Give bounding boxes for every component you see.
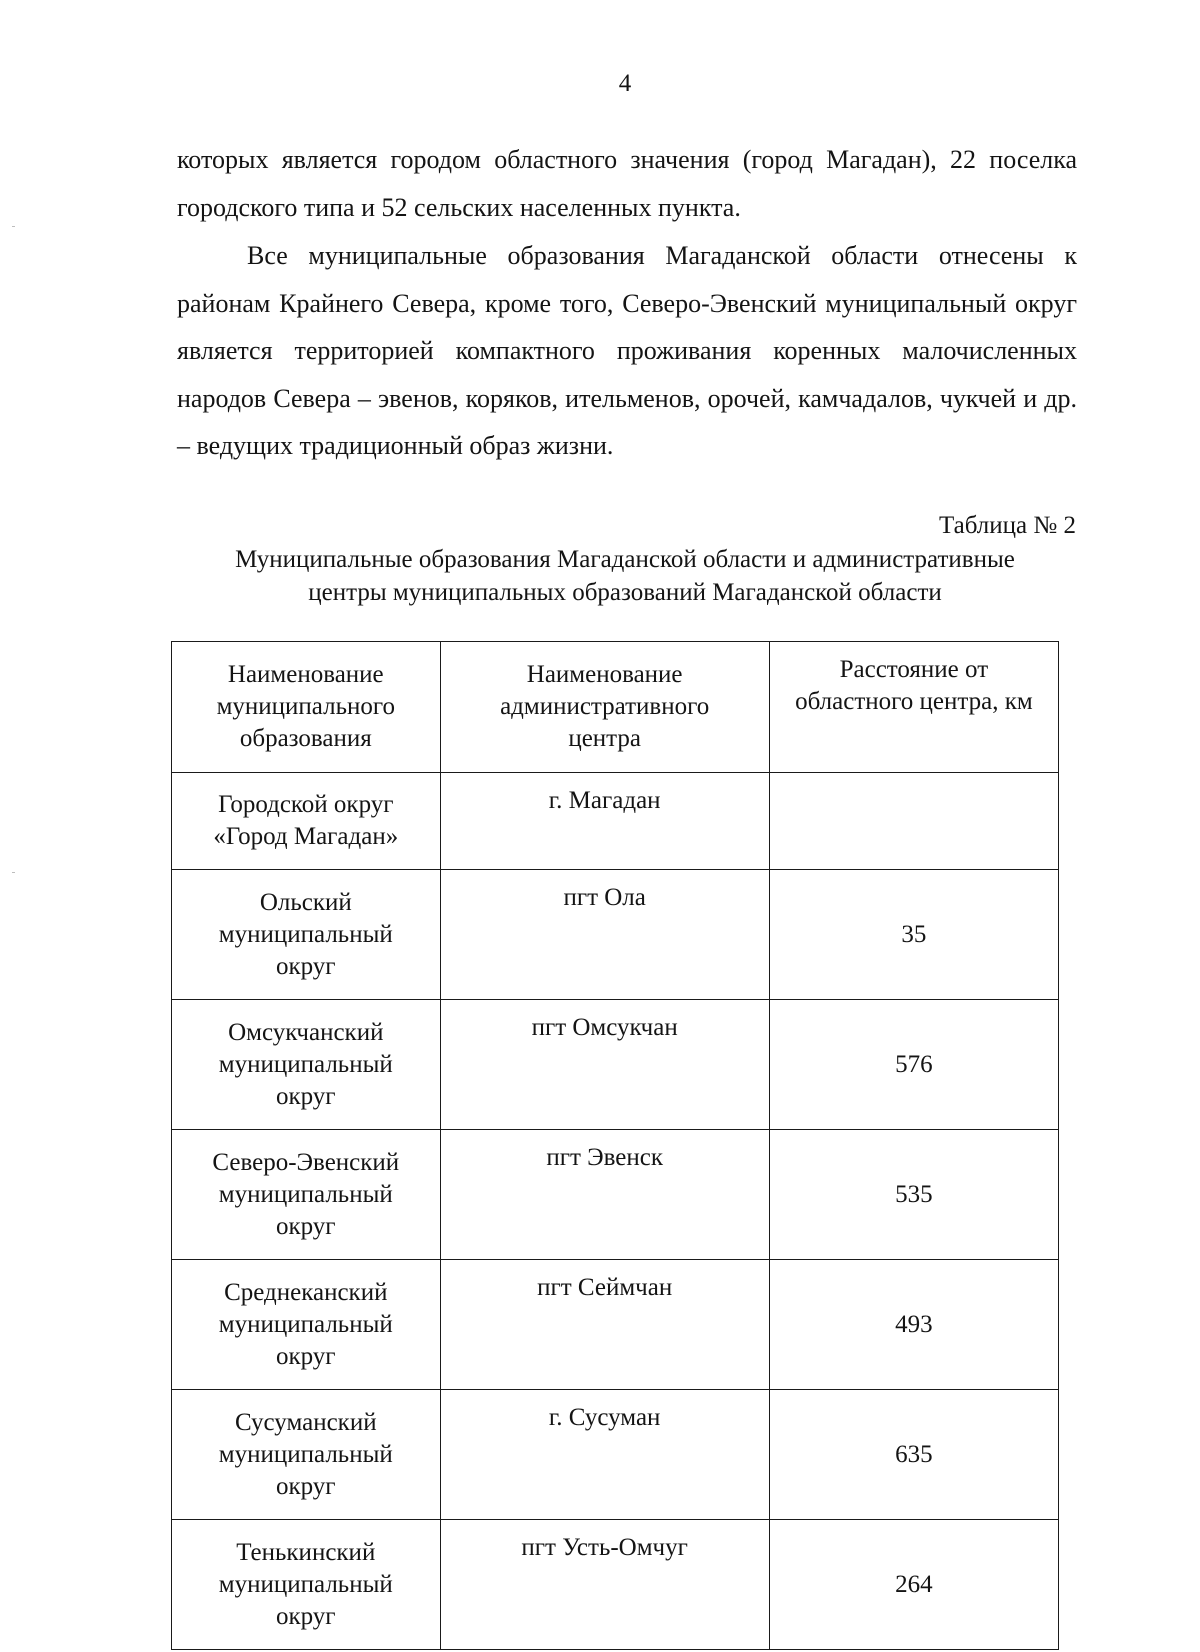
cell-line: округ xyxy=(275,1602,336,1630)
cell-municipality xyxy=(172,1000,441,1130)
cell-line: Тенькинский xyxy=(236,1538,376,1566)
header-municipality xyxy=(172,642,441,773)
table-row xyxy=(172,1260,1059,1390)
table-row xyxy=(172,1000,1059,1130)
cell-line: муниципальный xyxy=(218,920,393,948)
table-row xyxy=(172,1520,1059,1650)
scan-mark xyxy=(12,226,15,227)
cell-line: муниципальный xyxy=(218,1050,393,1078)
cell-municipality xyxy=(172,1390,441,1520)
cell-admin-center: пгт Эвенск xyxy=(440,1130,769,1260)
paragraph-2: Все муниципальные образования Магаданской области отнесены к районам Крайнего Севера, кроме того, Северо-Эвенский муниципальный округ является территорией компактного проживания коренных малочисленных народов Севера – эвенов, коряков, ительменов, орочей, камчадалов, чукчей и др. – ведущих традиционный образ жизни. xyxy=(177,241,1077,460)
header-line: Наименование xyxy=(526,661,683,688)
header-line: административного xyxy=(500,693,710,720)
cell-line: округ xyxy=(275,1342,336,1370)
cell-line: Ольский xyxy=(259,888,352,916)
table-label: Таблица № 2 xyxy=(938,512,1076,539)
cell-distance: 35 xyxy=(769,870,1058,1000)
cell-admin-center: пгт Сеймчан xyxy=(440,1260,769,1390)
header-distance xyxy=(769,642,1058,773)
cell-municipality xyxy=(172,773,441,870)
cell-line: Городской округ xyxy=(218,791,394,818)
cell-line: «Город Магадан» xyxy=(213,823,399,850)
cell-distance xyxy=(769,773,1058,870)
cell-line: муниципальный xyxy=(218,1440,393,1468)
cell-municipality xyxy=(172,1520,441,1650)
cell-distance: 264 xyxy=(769,1520,1058,1650)
header-admin-center xyxy=(440,642,769,773)
cell-admin-center: пгт Усть-Омчуг xyxy=(440,1520,769,1650)
table-row xyxy=(172,773,1059,870)
cell-distance: 493 xyxy=(769,1260,1058,1390)
cell-admin-center: пгт Омсукчан xyxy=(440,1000,769,1130)
cell-line: округ xyxy=(275,1472,336,1500)
header-line: Расстояние от xyxy=(839,656,989,683)
cell-municipality xyxy=(172,1260,441,1390)
cell-line: Северо-Эвенский xyxy=(212,1148,400,1176)
cell-admin-center: г. Сусуман xyxy=(440,1390,769,1520)
header-line: муниципального xyxy=(216,693,395,720)
table-row xyxy=(172,1130,1059,1260)
cell-distance: 535 xyxy=(769,1130,1058,1260)
cell-distance: 576 xyxy=(769,1000,1058,1130)
header-line: образования xyxy=(239,725,372,752)
cell-line: Сусуманский xyxy=(234,1408,377,1436)
cell-line: округ xyxy=(275,1082,336,1110)
table-caption xyxy=(160,543,1090,609)
table-row xyxy=(172,870,1059,1000)
paragraph-1: которых является городом областного значения (город Магадан), 22 поселка городского типа и 52 сельских населенных пункта. xyxy=(177,145,1077,222)
cell-line: муниципальный xyxy=(218,1310,393,1338)
cell-line: муниципальный xyxy=(218,1570,393,1598)
scan-mark xyxy=(12,872,15,873)
table-row xyxy=(172,1390,1059,1520)
cell-municipality xyxy=(172,870,441,1000)
cell-distance: 635 xyxy=(769,1390,1058,1520)
cell-line: округ xyxy=(275,952,336,980)
header-line: Наименование xyxy=(227,661,384,688)
cell-line: муниципальный xyxy=(218,1180,393,1208)
municipal-table xyxy=(171,641,1059,1650)
cell-admin-center: г. Магадан xyxy=(440,773,769,870)
page-number: 4 xyxy=(618,70,632,97)
cell-municipality xyxy=(172,1130,441,1260)
cell-admin-center: пгт Ола xyxy=(440,870,769,1000)
header-line: областного центра, км xyxy=(795,688,1033,715)
cell-line: Среднеканский xyxy=(224,1278,388,1306)
header-line: центра xyxy=(568,725,641,752)
table-caption-line: Муниципальные образования Магаданской области и административные xyxy=(235,546,1015,573)
table-header-row xyxy=(172,642,1059,773)
table-caption-line: центры муниципальных образований Магаданской области xyxy=(308,579,942,606)
cell-line: Омсукчанский xyxy=(228,1018,384,1046)
cell-line: округ xyxy=(275,1212,336,1240)
